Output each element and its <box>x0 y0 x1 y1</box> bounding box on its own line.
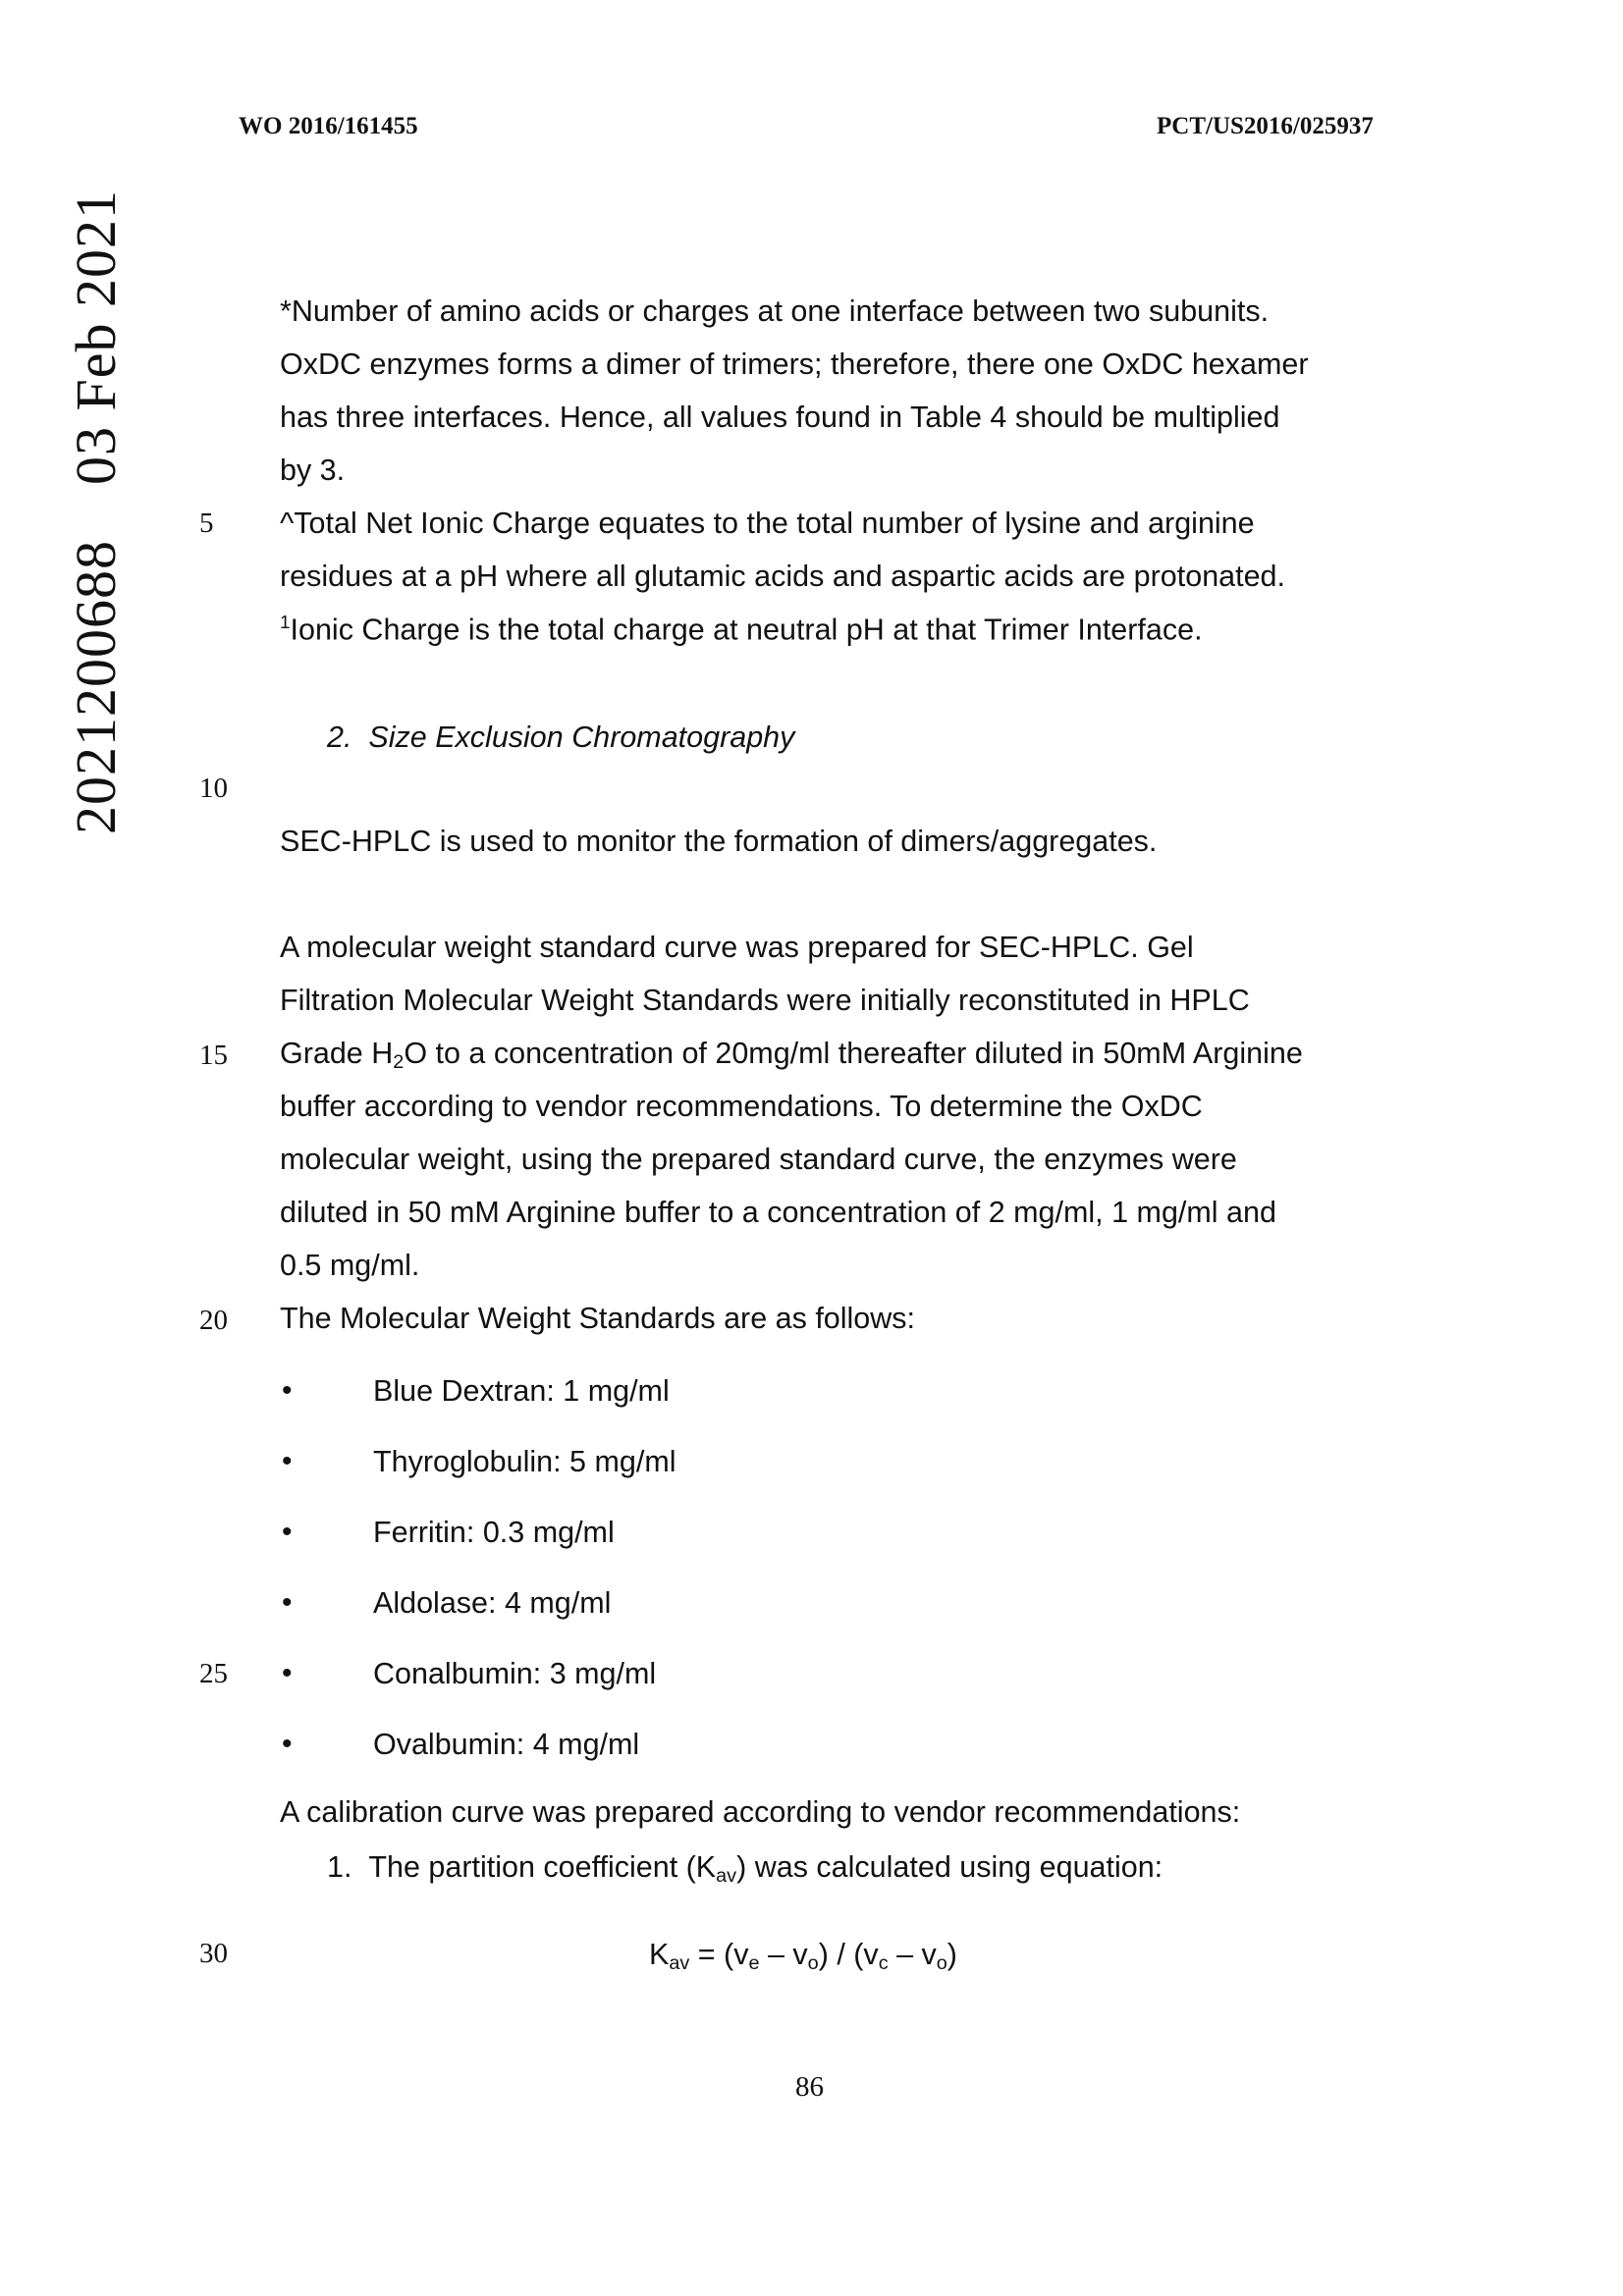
section-title: Size Exclusion Chromatography <box>368 721 795 754</box>
bullet-icon: • <box>282 1516 293 1548</box>
bullet-icon: • <box>282 1586 293 1619</box>
side-date: 03 Feb 2021 <box>64 189 128 485</box>
line-number-10: 10 <box>199 773 228 804</box>
footnote-caret-line-2: residues at a pH where all glutamic acids and aspartic acids are protonated. <box>280 560 1285 593</box>
eq-sub: o <box>807 1951 819 1974</box>
side-margin-stamp <box>63 189 129 834</box>
footnote-ionic-charge <box>280 614 1203 645</box>
step-subscript: av <box>716 1864 737 1887</box>
standard-curve-line-5: molecular weight, using the prepared standard curve, the enzymes were <box>280 1143 1237 1176</box>
calibration-intro: A calibration curve was prepared according to vendor recommendations: <box>280 1795 1241 1829</box>
line-number-20: 20 <box>199 1305 228 1336</box>
bullet-icon: • <box>282 1374 293 1407</box>
standard-item: Conalbumin: 3 mg/ml <box>373 1657 657 1690</box>
page-number: 86 <box>795 2071 824 2103</box>
grade-line-post: O to a concentration of 20mg/ml thereafter diluted in 50mM Arginine <box>404 1037 1303 1070</box>
eq-sub: c <box>878 1951 889 1974</box>
eq-part: ) <box>947 1938 957 1971</box>
eq-part: – v <box>759 1938 808 1971</box>
application-number: PCT/US2016/025937 <box>1157 113 1374 139</box>
footnote-asterisk-line-4: by 3. <box>280 454 346 487</box>
footnote-caret-line-1: ^Total Net Ionic Charge equates to the total number of lysine and arginine <box>280 507 1255 540</box>
grade-line-subscript: 2 <box>393 1050 405 1073</box>
standard-item: Ferritin: 0.3 mg/ml <box>373 1516 615 1549</box>
step-text-post: ) was calculated using equation: <box>736 1850 1163 1884</box>
bullet-icon: • <box>282 1657 293 1689</box>
line-number-30: 30 <box>199 1938 228 1969</box>
standard-curve-line-1: A molecular weight standard curve was prepared for SEC-HPLC. Gel <box>280 931 1194 964</box>
eq-sub: e <box>748 1951 760 1974</box>
side-document-number: 2021200688 <box>64 540 128 834</box>
bullet-icon: • <box>282 1445 293 1477</box>
sec-hplc-intro: SEC-HPLC is used to monitor the formation of dimers/aggregates. <box>280 825 1158 858</box>
footnote-asterisk-line-3: has three interfaces. Hence, all values found in Table 4 should be multiplied <box>280 400 1280 434</box>
section-heading <box>327 721 794 755</box>
line-number-25: 25 <box>199 1658 228 1689</box>
publication-number: WO 2016/161455 <box>239 113 418 139</box>
eq-part: ) / (v <box>818 1938 879 1971</box>
footnote-asterisk-line-2: OxDC enzymes forms a dimer of trimers; therefore, there one OxDC hexamer <box>280 347 1309 381</box>
standard-item: Thyroglobulin: 5 mg/ml <box>373 1445 676 1478</box>
step-text-pre: The partition coefficient (K <box>368 1850 717 1884</box>
footnote-ionic-charge-text: Ionic Charge is the total charge at neutral pH at that Trimer Interface. <box>290 613 1203 647</box>
step-number: 1. <box>327 1850 352 1884</box>
footnote-asterisk-line-1: *Number of amino acids or charges at one interface between two subunits. <box>280 294 1270 328</box>
eq-part: K <box>649 1938 670 1971</box>
eq-sub: o <box>936 1951 947 1974</box>
step-1 <box>327 1850 1163 1888</box>
standard-curve-line-3 <box>280 1039 1303 1073</box>
line-number-15: 15 <box>199 1040 228 1071</box>
eq-part: – v <box>888 1938 937 1971</box>
eq-part: = (v <box>689 1938 749 1971</box>
standard-item: Blue Dextran: 1 mg/ml <box>373 1374 670 1408</box>
standard-item: Ovalbumin: 4 mg/ml <box>373 1728 640 1761</box>
kav-equation <box>649 1938 957 1975</box>
standard-curve-line-6: diluted in 50 mM Arginine buffer to a concentration of 2 mg/ml, 1 mg/ml and <box>280 1196 1276 1229</box>
grade-line-pre: Grade H <box>280 1037 394 1070</box>
bullet-icon: • <box>282 1728 293 1760</box>
standard-item: Aldolase: 4 mg/ml <box>373 1586 612 1620</box>
line-number-5: 5 <box>199 507 214 539</box>
eq-sub: av <box>669 1951 690 1974</box>
standard-curve-line-4: buffer according to vendor recommendations. To determine the OxDC <box>280 1090 1203 1123</box>
standard-curve-line-7: 0.5 mg/ml. <box>280 1249 420 1282</box>
footnote-marker: 1 <box>280 613 291 633</box>
section-number: 2. <box>327 721 352 754</box>
standard-curve-line-2: Filtration Molecular Weight Standards were initially reconstituted in HPLC <box>280 984 1250 1017</box>
standards-intro: The Molecular Weight Standards are as follows: <box>280 1302 916 1335</box>
